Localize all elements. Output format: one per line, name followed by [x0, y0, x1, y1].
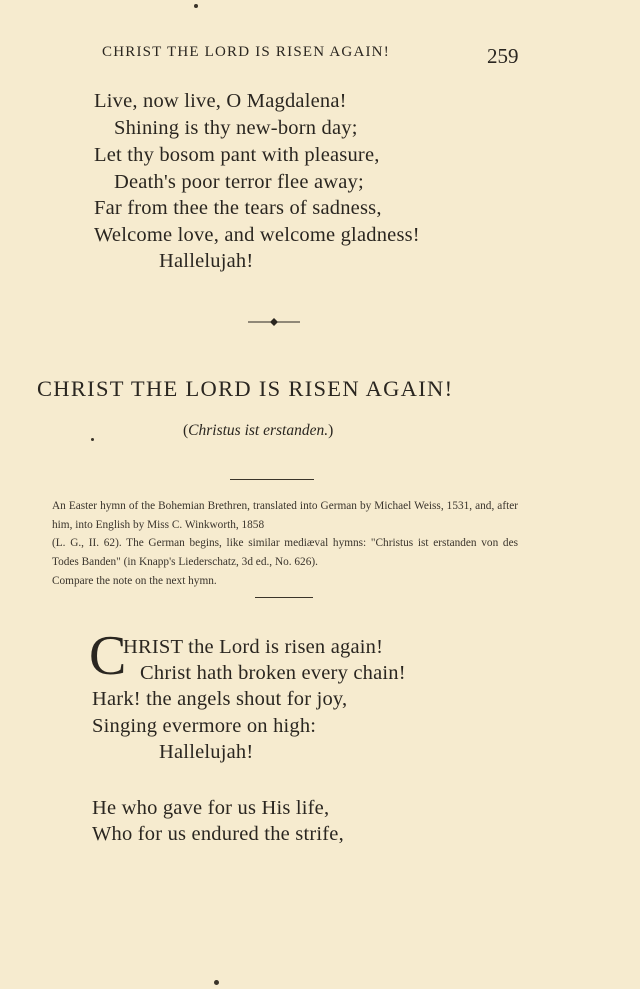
verse-line: Live, now live, O Magdalena!	[94, 90, 347, 112]
editorial-note	[52, 497, 518, 591]
original-title: (Christus ist erstanden.)	[183, 422, 334, 439]
verse-line: HRIST the Lord is risen again!	[123, 636, 384, 658]
ink-speck	[194, 4, 198, 8]
verse-line: Hark! the angels shout for joy,	[92, 688, 348, 710]
verse-line: Let thy bosom pant with pleasure,	[94, 144, 380, 166]
verse-refrain: Hallelujah!	[159, 250, 254, 272]
ink-speck	[214, 980, 219, 985]
verse-line: Shining is thy new-born day;	[114, 117, 358, 139]
hymn-title: CHRIST THE LORD IS RISEN AGAIN!	[37, 376, 454, 401]
page-number: 259	[487, 44, 519, 68]
note-paragraph: Compare the note on the next hymn.	[52, 574, 217, 587]
verse-line: Death's poor terror flee away;	[114, 171, 364, 193]
verse-line: Who for us endured the strife,	[92, 823, 344, 845]
dash-diamond-dash-ornament-icon	[248, 314, 300, 330]
original-title-text: Christus ist erstanden.	[188, 422, 329, 439]
verse-line: He who gave for us His life,	[92, 797, 330, 819]
verse-refrain: Hallelujah!	[159, 741, 254, 763]
note-paragraph: An Easter hymn of the Bohemian Brethren, translated into German by Michael Weiss, 1531, and, after him, into English by Miss C. Winkworth, 1858	[52, 500, 518, 531]
divider-rule	[255, 597, 313, 598]
running-title: CHRIST THE LORD IS RISEN AGAIN!	[102, 44, 390, 60]
drop-cap: C	[89, 625, 127, 687]
divider-rule	[230, 479, 314, 480]
verse-line: Far from thee the tears of sadness,	[94, 197, 382, 219]
verse-line: Singing evermore on high:	[92, 715, 317, 737]
verse-line: Christ hath broken every chain!	[140, 662, 406, 684]
ink-speck	[91, 438, 94, 441]
verse-line: Welcome love, and welcome gladness!	[94, 224, 420, 246]
note-paragraph: (L. G., II. 62). The German begins, like similar mediæval hymns: "Christus ist erstanden von des Todes Banden" (in Knapp's Liederschatz, 3d ed., No. 626).	[52, 537, 518, 569]
